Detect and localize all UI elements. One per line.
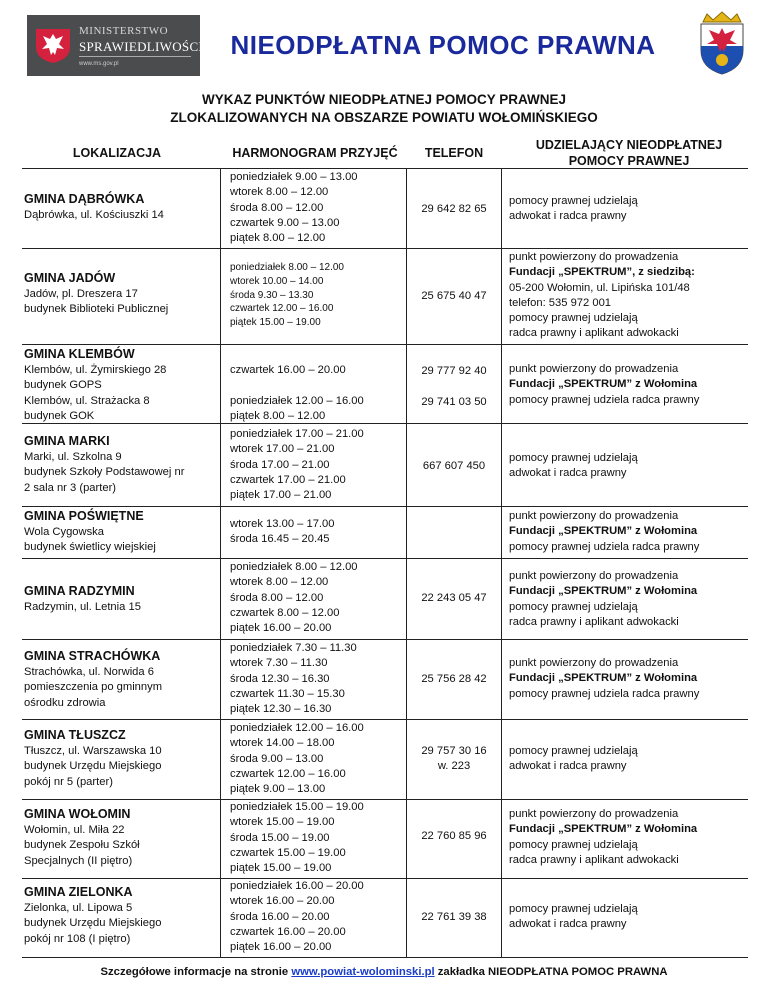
help-line: pomocy prawnej udziela radca prawny [509,687,700,700]
schedule [230,800,410,876]
document-subtitle [0,91,768,127]
phone-number: 22 760 85 96 [421,830,487,842]
logo-url: www.ms.gov.pl [79,61,119,67]
schedule-line: wtorek 7.30 – 11.30 [230,657,328,670]
gmina-name: GMINA POŚWIĘTNE [24,509,144,523]
address-line: pokój nr 108 (I piętro) [24,932,131,945]
address-line: budynek Zespołu Szkół [24,839,140,852]
schedule-line: środa 12.30 – 16.30 [230,672,330,685]
help-line: pomocy prawnej udzielają [509,745,638,757]
address-line: Strachówka, ul. Norwida 6 [24,666,154,678]
foundation-name: Fundacji „SPEKTRUM” z Wołomina [509,378,698,391]
schedule-line: wtorek 10.00 – 14.00 [230,275,324,287]
help-line: radca prawny i aplikant adwokacki [509,327,679,340]
gmina-name: GMINA ZIELONKA [24,885,133,899]
logo-divider [79,56,191,57]
table-row-location [24,191,164,223]
schedule [230,394,410,425]
help-line: pomocy prawnej udzielają [509,452,638,464]
help-provider [509,509,749,555]
schedule [230,363,410,378]
table-row-location [24,727,162,790]
schedule-line: wtorek 15.00 – 19.00 [230,816,335,829]
schedule-line: poniedziałek 12.00 – 16.00 [230,395,364,407]
address-line: Wołomin, ul. Miła 22 [24,824,125,836]
address-line: Jadów, pl. Dreszera 17 [24,288,138,300]
help-line: punkt powierzony do prowadzenia [509,657,679,669]
header-udzielajacy [509,137,749,169]
help-line: punkt powierzony do prowadzenia [509,510,679,522]
help-line: radca prawny i aplikant adwokacki [509,615,679,628]
schedule-line: poniedziałek 16.00 – 20.00 [230,880,364,892]
phone-number: 22 761 39 38 [421,911,487,923]
header-udzielajacy-line1: UDZIELAJĄCY NIEODPŁATNEJ [535,138,723,152]
schedule-line: poniedziałek 9.00 – 13.00 [230,171,358,183]
schedule-line: wtorek 16.00 – 20.00 [230,895,335,908]
gmina-name: GMINA JADÓW [24,271,116,285]
address-line: 2 sala nr 3 (parter) [24,481,117,494]
row-divider [22,558,748,559]
gmina-name: GMINA WOŁOMIN [24,807,131,821]
help-line: punkt powierzony do prowadzenia [509,808,679,820]
table-row-location [24,806,140,869]
foundation-name: Fundacji „SPEKTRUM” z Wołomina [509,672,698,685]
schedule-line: czwartek 11.30 – 15.30 [230,687,345,700]
address-line: Marki, ul. Szkolna 9 [24,451,122,463]
header-lokalizacja: LOKALIZACJA [72,146,162,160]
help-line: punkt powierzony do prowadzenia [509,251,679,263]
schedule-line: środa 16.45 – 20.45 [230,533,330,546]
help-line: pomocy prawnej udzielają [509,600,638,613]
help-provider [509,194,749,225]
schedule [230,517,410,548]
header-telefon: TELEFON [424,146,484,160]
column-divider [501,168,502,958]
row-divider [22,344,748,345]
gmina-name: GMINA STRACHÓWKA [24,649,161,663]
table-row-location [24,648,162,711]
schedule-line: środa 8.00 – 12.00 [230,201,324,214]
table-row-location [24,884,161,947]
ministry-logo [27,15,204,76]
schedule-line: poniedziałek 17.00 – 21.00 [230,428,364,440]
table-row-location [24,433,184,496]
polish-eagle-icon [33,25,73,65]
schedule-line: piątek 8.00 – 12.00 [230,410,326,423]
row-divider [22,957,748,958]
table-row-location [24,270,168,318]
schedule-line: czwartek 17.00 – 21.00 [230,473,346,486]
help-line: radca prawny i aplikant adwokacki [509,853,679,866]
address-line: Zielonka, ul. Lipowa 5 [24,902,133,914]
help-provider [509,451,749,482]
schedule-line: poniedziałek 8.00 – 12.00 [230,561,358,573]
table-row-location [24,583,141,615]
logo-line2: SPRAWIEDLIWOŚCI [79,39,204,54]
schedule-line: piątek 8.00 – 12.00 [230,232,326,245]
schedule [230,170,410,246]
address-line: Radzymin, ul. Letnia 15 [24,601,141,613]
address-line: budynek Biblioteki Publicznej [24,303,169,316]
phone-number: 29 642 82 65 [421,203,487,215]
help-provider [509,362,749,408]
schedule-line: wtorek 14.00 – 18.00 [230,737,335,750]
county-website-link[interactable]: www.powiat-wolominski.pl [291,966,435,978]
schedule-line: piątek 17.00 – 21.00 [230,489,332,502]
address-line: pomieszczenia po gminnym [24,681,163,694]
row-divider [22,639,748,640]
schedule-line: czwartek 8.00 – 12.00 [230,606,340,619]
help-line: pomocy prawnej udziela radca prawny [509,540,700,553]
schedule-line: czwartek 9.00 – 13.00 [230,216,340,229]
schedule-line: wtorek 17.00 – 21.00 [230,443,335,456]
schedule-line: środa 15.00 – 19.00 [230,831,330,844]
phone-extension: w. 223 [437,760,471,772]
gmina-name: GMINA MARKI [24,434,110,448]
phone-line: 29 757 30 16 [421,745,487,757]
subtitle-line2: ZLOKALIZOWANYCH NA OBSZARZE POWIATU WOŁOMIŃSKIEGO [170,110,598,125]
schedule-line: środa 9.30 – 13.30 [230,289,314,301]
help-line: punkt powierzony do prowadzenia [509,363,679,375]
phone-number: 25 756 28 42 [421,673,487,685]
schedule-line: czwartek 16.00 – 20.00 [230,364,346,376]
page-title: NIEODPŁATNA POMOC PRAWNA [230,30,656,60]
help-line: adwokat i radca prawny [509,918,627,931]
schedule-line: środa 8.00 – 12.00 [230,591,324,604]
phone-number [407,744,501,774]
footer-info [0,966,768,978]
schedule-line: poniedziałek 7.30 – 11.30 [230,642,357,654]
address-line: budynek GOPS [24,379,102,392]
schedule-line: wtorek 8.00 – 12.00 [230,576,329,589]
address-line: Klembów, ul. Strażacka 8 [24,394,150,407]
schedule-line: piątek 15.00 – 19.00 [230,862,332,875]
help-provider [509,569,749,630]
schedule-line: piątek 12.30 – 16.30 [230,703,332,716]
schedule [230,427,410,503]
table-row-location [24,346,166,424]
schedule [230,879,410,955]
schedule-line: środa 17.00 – 21.00 [230,458,330,471]
help-provider [509,902,749,933]
address-line: budynek Szkoły Podstawowej nr [24,466,185,479]
gmina-name: GMINA KLEMBÓW [24,347,135,361]
address-line: Dąbrówka, ul. Kościuszki 14 [24,209,164,221]
row-divider [22,168,748,169]
gmina-name: GMINA TŁUSZCZ [24,728,126,742]
schedule-line: poniedziałek 15.00 – 19.00 [230,801,364,813]
schedule [230,721,410,797]
gmina-name: GMINA RADZYMIN [24,584,135,598]
address-line: Tłuszcz, ul. Warszawska 10 [24,745,162,757]
footer-text: zakładka NIEODPŁATNA POMOC PRAWNA [434,966,668,978]
help-line: pomocy prawnej udzielają [509,195,638,207]
help-line: adwokat i radca prawny [509,210,627,223]
address-line: budynek Urzędu Miejskiego [24,760,162,773]
schedule-line: piątek 15.00 – 19.00 [230,317,321,329]
logo-line1: MINISTERSTWO [79,25,169,37]
help-line: pomocy prawnej udziela radca prawny [509,393,700,406]
footer-text: Szczegółowe informacje na stronie [100,966,292,978]
header-harmonogram: HARMONOGRAM PRZYJĘĆ [232,146,398,160]
gmina-name: GMINA DĄBRÓWKA [24,192,145,206]
table-row-location [24,508,156,556]
row-divider [22,719,748,720]
phone-number: 29 741 03 50 [421,396,487,408]
help-provider [509,656,749,702]
help-provider [509,250,749,342]
help-line: pomocy prawnej udzielają [509,903,638,915]
foundation-name: Fundacji „SPEKTRUM”, z siedzibą: [509,266,695,279]
help-line: pomocy prawnej udzielają [509,312,638,325]
help-line: adwokat i radca prawny [509,467,627,480]
schedule-line: czwartek 15.00 – 19.00 [230,846,346,859]
address-line: Specjalnych (II piętro) [24,854,133,867]
schedule [230,641,410,717]
help-line: telefon: 535 972 001 [509,296,612,309]
foundation-name: Fundacji „SPEKTRUM” z Wołomina [509,525,698,538]
schedule-line: poniedziałek 12.00 – 16.00 [230,722,364,734]
schedule-line: wtorek 13.00 – 17.00 [230,518,335,530]
help-line: punkt powierzony do prowadzenia [509,570,679,582]
column-divider [220,168,221,958]
phone-number: 667 607 450 [422,460,486,472]
help-provider [509,744,749,775]
schedule-line: czwartek 12.00 – 16.00 [230,303,334,315]
schedule-line: czwartek 12.00 – 16.00 [230,767,346,780]
help-provider [509,807,749,868]
row-divider [22,506,748,507]
schedule-line: piątek 16.00 – 20.00 [230,622,332,635]
county-crest-icon [693,10,751,76]
schedule-line: wtorek 8.00 – 12.00 [230,186,329,199]
schedule [230,560,410,636]
address-line: Wola Cygowska [24,526,105,538]
subtitle-line1: WYKAZ PUNKTÓW NIEODPŁATNEJ POMOCY PRAWNEJ [201,92,567,107]
foundation-name: Fundacji „SPEKTRUM” z Wołomina [509,823,698,836]
phone-number: 29 777 92 40 [421,365,487,377]
address-line: Klembów, ul. Żymirskiego 28 [24,364,167,376]
address-line: budynek Urzędu Miejskiego [24,917,162,930]
schedule-line: środa 16.00 – 20.00 [230,910,330,923]
foundation-name: Fundacji „SPEKTRUM” z Wołomina [509,585,698,598]
header-udzielajacy-line2: POMOCY PRAWNEJ [568,154,690,168]
address-line: pokój nr 5 (parter) [24,775,113,788]
phone-number: 25 675 40 47 [421,290,487,302]
phone-number: 22 243 05 47 [421,592,487,604]
schedule [230,261,410,330]
schedule-line: piątek 9.00 – 13.00 [230,783,326,796]
address-line: budynek świetlicy wiejskiej [24,541,156,554]
address-line: budynek GOK [24,409,95,422]
help-line: pomocy prawnej udzielają [509,838,638,851]
help-line: adwokat i radca prawny [509,760,627,773]
schedule-line: czwartek 16.00 – 20.00 [230,925,346,938]
row-divider [22,248,748,249]
help-line: 05-200 Wołomin, ul. Lipińska 101/48 [509,281,690,294]
schedule-line: piątek 16.00 – 20.00 [230,941,332,954]
schedule-line: poniedziałek 8.00 – 12.00 [230,262,344,273]
address-line: ośrodku zdrowia [24,696,106,709]
schedule-line: środa 9.00 – 13.00 [230,752,324,765]
